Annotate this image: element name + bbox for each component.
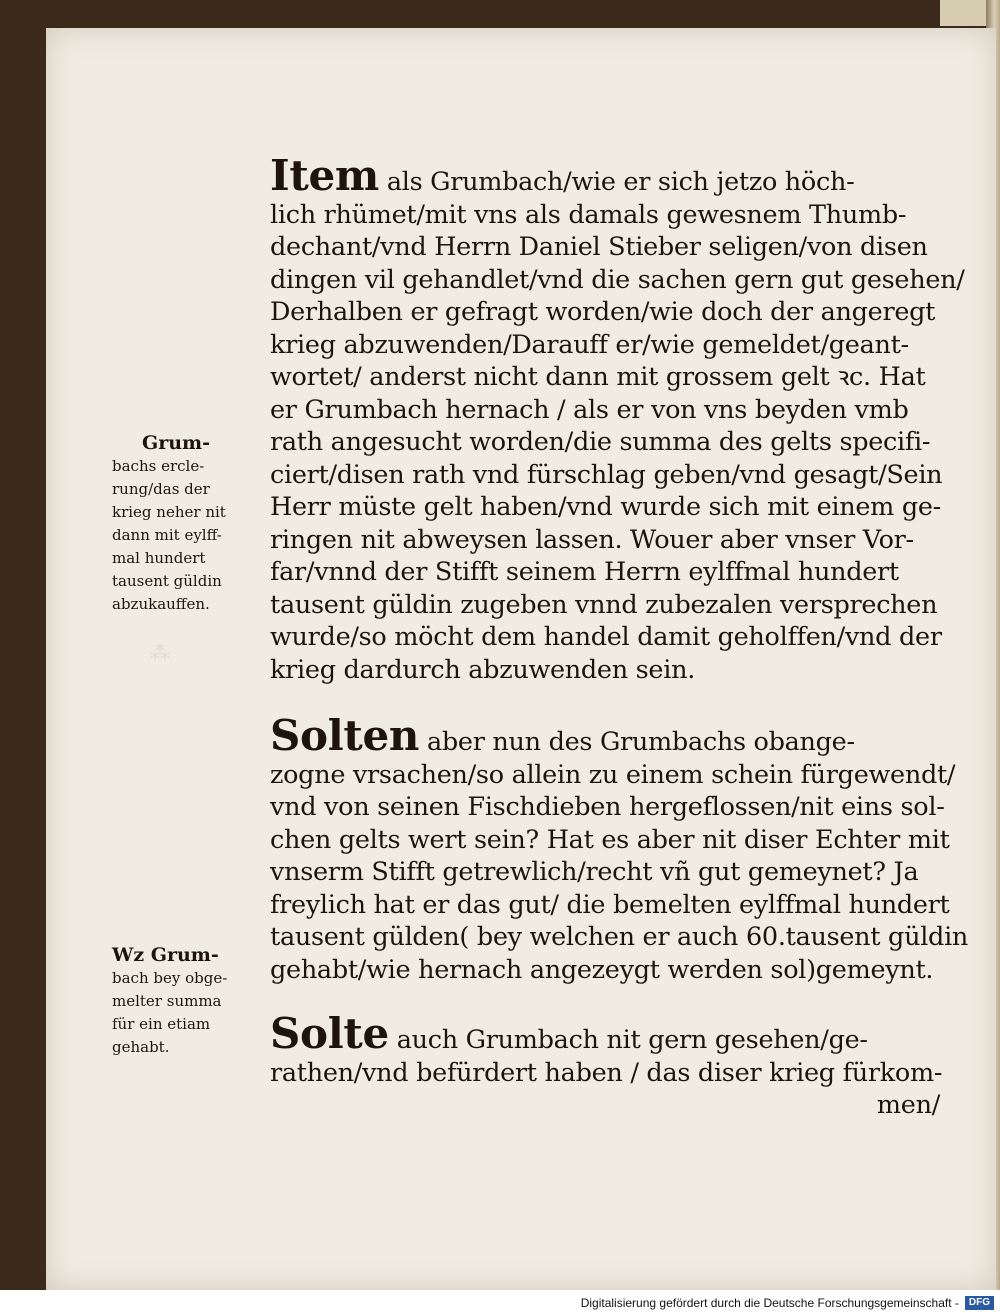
text-line: Derhalben er gefragt worden/wie doch der angeregt: [270, 297, 936, 327]
text-line: vnserm Stifft getrewlich/recht vñ gut gemeynet? Ja: [270, 857, 919, 887]
text-line: gehabt/wie hernach angezeygt werden sol)gemeynt.: [270, 954, 934, 985]
text-line: tausent güldin zugeben vnnd zubezalen versprechen: [270, 589, 938, 620]
drop-word: Item: [270, 151, 380, 200]
margin-line: gehabt.: [112, 1038, 170, 1056]
text-line: krieg abzuwenden/Darauff er/wie gemeldet/geant-: [270, 329, 909, 360]
main-text-block: [270, 151, 969, 1122]
margin-line: Grum-: [142, 432, 211, 454]
text-line: Solten aber nun des Grumbachs obange-: [270, 711, 855, 760]
margin-line: rung/das der: [112, 480, 210, 498]
text-line: krieg dardurch abzuwenden sein.: [270, 654, 696, 685]
text-line: lich rhümet/mit vns als damals gewesnem Thumb-: [270, 199, 907, 230]
text-line: ciert/disen rath vnd fürschlag geben/vnd gesagt/Sein: [270, 459, 943, 490]
text-line: tausent gülden( bey welchen er auch 60.tausent güldin: [270, 922, 969, 952]
margin-line: tausent güldin: [112, 572, 222, 590]
margin-line: Wz Grum-: [112, 944, 219, 966]
margin-line: mal hundert: [112, 549, 206, 567]
margin-line: bach bey obge-: [112, 969, 228, 987]
text-line: ringen nit abweysen lassen. Wouer aber vnser Vor-: [270, 524, 914, 555]
text-line: freylich hat er das gut/ die bemelten eylffmal hundert: [270, 889, 950, 920]
text-line: far/vnnd der Stifft seinem Herrn eylffmal hundert: [270, 557, 899, 587]
text-line: Item als Grumbach/wie er sich jetzo höch-: [270, 151, 855, 200]
margin-line: krieg neher nit: [112, 503, 226, 521]
digitization-footer: [581, 1296, 994, 1310]
margin-note-2: [112, 944, 262, 1059]
margin-line: melter summa: [112, 992, 222, 1010]
text-line: rath angesucht worden/die summa des gelts specifi-: [270, 427, 931, 457]
text-line: Herr müste gelt haben/vnd wurde sich mit einem ge-: [270, 492, 941, 522]
text-line: dingen vil gehandlet/vnd die sachen gern gut gesehen/: [270, 264, 965, 295]
drop-word: Solte: [270, 1009, 389, 1058]
catchword: men/: [876, 1090, 940, 1120]
text-line: chen gelts wert sein? Hat es aber nit diser Echter mit: [270, 824, 950, 855]
margin-line: dann mit eylff-: [112, 526, 222, 544]
margin-line: abzukauffen.: [112, 595, 210, 613]
paragraph-2: [270, 711, 969, 986]
margin-note-1: [112, 432, 262, 616]
text-line: dechant/vnd Herrn Daniel Stieber seligen/von disen: [270, 232, 928, 262]
text-line: wurde/so möcht dem handel damit geholffen/vnd der: [270, 622, 942, 652]
text-line: er Grumbach hernach / als er von vns beyden vmb: [270, 394, 909, 425]
text-line: wortet/ anderst nicht dann mit grossem gelt ꝛc. Hat: [270, 362, 926, 392]
text-line: rathen/vnd befürdert haben / das diser krieg fürkom-: [270, 1057, 943, 1088]
show-through: ⁂: [150, 640, 170, 664]
margin-line: bachs ercle-: [112, 457, 205, 475]
paragraph-3: [270, 1009, 960, 1122]
drop-word: Solten: [270, 711, 420, 760]
text-line: zogne vrsachen/so allein zu einem schein fürgewendt/: [270, 759, 956, 790]
text-line: vnd von seinen Fischdieben hergeflossen/nit eins sol-: [270, 792, 945, 822]
margin-line: für ein etiam: [112, 1015, 211, 1033]
footer-text: Digitalisierung gefördert durch die Deutsche Forschungsgemeinschaft -: [580, 1296, 959, 1310]
text-line: Solte auch Grumbach nit gern gesehen/ge-: [270, 1009, 868, 1058]
paragraph-1: [270, 151, 965, 686]
dfg-logo: DFG: [965, 1296, 994, 1310]
